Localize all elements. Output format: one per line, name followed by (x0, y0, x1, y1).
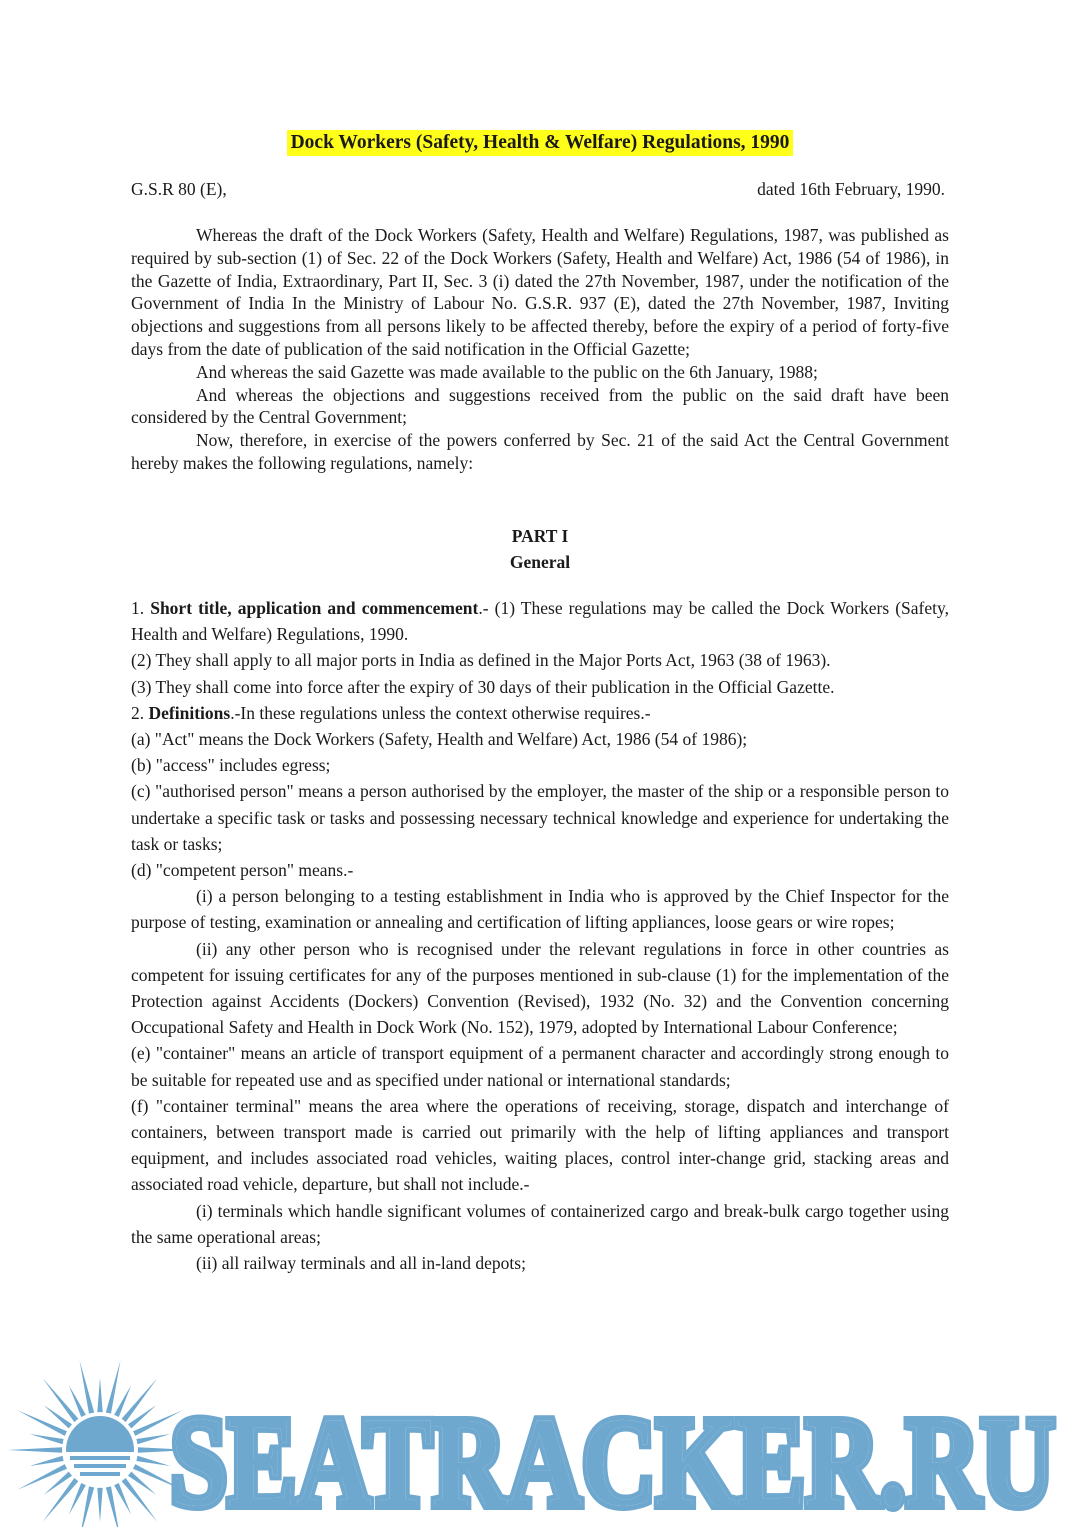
sun-ray (122, 1478, 158, 1522)
definition-f-i: (i) terminals which handle significant volumes of containerized cargo and break-bulk cargo together using the same operational areas; (131, 1200, 949, 1247)
watermark-text-fill: SEATRACKER.RU (170, 1391, 1055, 1527)
regulation-1 (131, 595, 949, 647)
sun-ray (136, 1434, 170, 1444)
regulation-heading: Definitions (148, 702, 231, 723)
sun-ray (80, 1360, 95, 1413)
definition-e: (e) "container" means an article of transport equipment of a permanent character and accordingly strong enough to be suitable for repeated use and as specified under national or international standards; (131, 1043, 949, 1090)
preamble (131, 224, 949, 475)
regulation-text: .-In these regulations unless the context otherwise requires.- (230, 702, 651, 723)
sun-ray (17, 1410, 67, 1436)
clause: (3) They shall come into force after the expiry of 30 days of their publication in the Official Gazette. (131, 676, 835, 697)
watermark-banner (0, 1355, 1080, 1527)
clause: (2) They shall apply to all major ports in India as defined in the Major Ports Act, 1963 (38 of 1963). (131, 650, 831, 671)
sun-ray (30, 1456, 64, 1466)
preamble-paragraph: Now, therefore, in exercise of the powers conferred by Sec. 21 of the said Act the Central Government hereby makes the following regulations, namely: (131, 430, 949, 473)
regulations-body (131, 595, 949, 1276)
definition-d: (d) "competent person" means.- (131, 860, 354, 881)
sun-ray (43, 1478, 79, 1522)
sun-ray (43, 1378, 79, 1422)
sun-ray (122, 1378, 158, 1422)
sun-ray (30, 1434, 64, 1444)
sun-ray (97, 1488, 102, 1522)
gsr-line (131, 177, 949, 201)
definition-d-ii: (ii) any other person who is recognised under the relevant regulations in force in other countries as competent for issuing certificates for any of the purposes mentioned in sub-clause (1) for the implementation of the Protection against Accidents (Dockers) Convention (Revised), 1932 (No. 32) and the Convention concerning Occupational Safety and Health in Dock Work (No. 152), 1979, adopted by International Labour Conference; (131, 938, 949, 1038)
regulation-number: 1. (131, 598, 145, 618)
part-subheading: General (509, 552, 571, 572)
regulation-text: .- (1) These regulations may be called the Dock Workers (Safety, Health and Welfare) Regulations, 1990. (131, 598, 950, 645)
definition-b: (b) "access" includes egress; (131, 755, 331, 776)
regulation-heading: Short title, application and commencement (150, 598, 479, 618)
watermark-text: SEATRACKER.RU (170, 1391, 1055, 1527)
regulation-number: 2. (131, 702, 145, 723)
part-heading: PART I (511, 526, 569, 546)
preamble-paragraph: And whereas the said Gazette was made available to the public on the 6th January, 1988; (196, 361, 818, 382)
definition-c: (c) "authorised person" means a person authorised by the employer, the master of the ship or a responsible person to undertake a specific task or tasks and possessing necessary technical knowledge and experience for undertaking the task or tasks; (131, 781, 949, 854)
preamble-paragraph: And whereas the objections and suggestions received from the public on the said draft have been considered by the Central Government; (131, 384, 949, 428)
sun-ray (136, 1456, 170, 1466)
document-title: Dock Workers (Safety, Health & Welfare) Regulations, 1990 (287, 130, 794, 156)
preamble-paragraph: Whereas the draft of the Dock Workers (Safety, Health and Welfare) Regulations, 1987, was published as required by sub-section (1) of Sec. 22 of the Dock Workers (Safety, Health and Welfare) Act, 1986 (54 of 1986), in the Gazette of India, Extraordinary, Part II, Sec. 3 (i) dated the 27th November, 1987, under the notification of the Government of India In the Ministry of Labour No. G.S.R. 937 (E), dated the 27th November, 1987, Inviting objections and suggestions from all persons likely to be affected thereby, before the expiry of a period of forty-five days from the date of publication of the said notification in the Official Gazette; (131, 225, 949, 359)
definition-f: (f) "container terminal" means the area where the operations of receiving, storage, dispatch and interchange of containers, between transport made is carried out primarily with the help of lifting appliances and transport equipment, and includes associated road vehicles, waiting places, control inter-change grid, stacking areas and associated road vehicle, departure, but shall not include.- (131, 1095, 949, 1195)
sun-ray (8, 1447, 62, 1452)
sun-ray (106, 1360, 121, 1413)
definition-d-i: (i) a person belonging to a testing establishment in India who is approved by the Chief Inspector for the purpose of testing, examination or annealing and certification of lifting appliances, loose gears or wire ropes; (131, 886, 949, 933)
gsr-number: G.S.R 80 (E), (131, 179, 227, 199)
sun-ray (17, 1464, 67, 1490)
title-block (131, 130, 949, 156)
definition-f-ii: (ii) all railway terminals and all in-land depots; (196, 1253, 526, 1274)
sun-ray (97, 1378, 102, 1412)
sun-over-sea-icon (8, 1360, 192, 1527)
gsr-date: dated 16th February, 1990. (757, 179, 945, 199)
regulation-2 (131, 700, 949, 726)
definition-a: (a) "Act" means the Dock Workers (Safety, Health and Welfare) Act, 1986 (54 of 1986); (131, 729, 748, 750)
